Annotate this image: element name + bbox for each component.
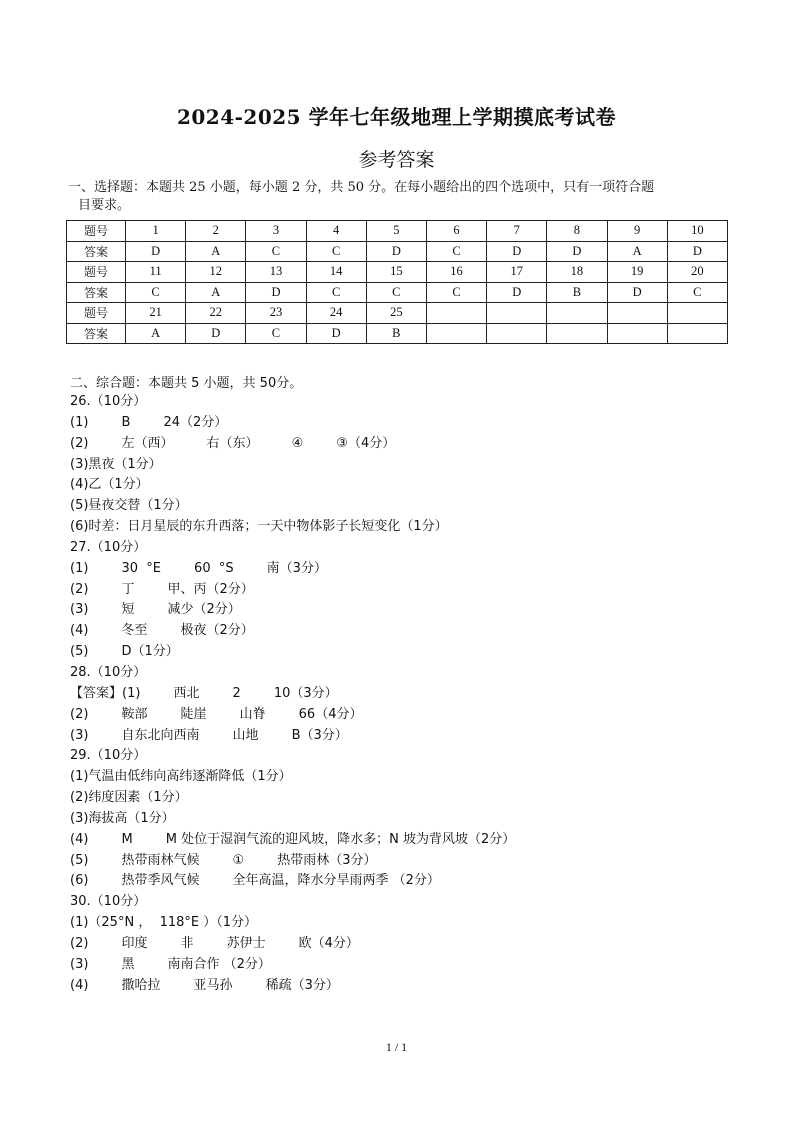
answer-line: (3) 自东北向西南 山地 B（3分）: [70, 727, 348, 743]
question-number-cell: 4: [306, 221, 366, 242]
answer-row: [67, 323, 728, 344]
answer-line: (5) 热带雨林气候 ① 热带雨林（3分）: [70, 852, 377, 868]
row-label-answer: 答案: [67, 282, 126, 303]
question-number-cell: 23: [246, 303, 306, 324]
answer-cell: D: [487, 241, 547, 262]
row-label-question: 题号: [67, 303, 126, 324]
answer-cell: C: [366, 282, 426, 303]
answer-line: (2) 丁 甲、丙（2分）: [70, 581, 254, 597]
answer-line: (1) 30 °E 60 °S 南（3分）: [70, 560, 327, 576]
section1-intro: [68, 179, 738, 215]
answer-cell: C: [246, 323, 306, 344]
answer-cell: D: [366, 241, 426, 262]
question-number-cell: 5: [366, 221, 426, 242]
answer-row: [67, 241, 728, 262]
question-number-cell: 17: [487, 262, 547, 283]
question-number-cell: 13: [246, 262, 306, 283]
answer-cell: [607, 323, 667, 344]
row-label-answer: 答案: [67, 323, 126, 344]
answer-line: (6)时差：日月星辰的东升西落；一天中物体影子长短变化（1分）: [70, 519, 448, 535]
answer-line: 26.（10分）: [70, 394, 147, 409]
intro-line-2: 目要求。: [78, 198, 131, 213]
answer-cell: C: [306, 282, 366, 303]
question-row: [67, 262, 728, 283]
question-number-cell: 24: [306, 303, 366, 324]
question-number-cell: 6: [426, 221, 486, 242]
answer-line: (2) 鞍部 陡崖 山脊 66（4分）: [70, 706, 363, 722]
answer-line: (3) 黑 南南合作 （2分）: [70, 956, 271, 972]
answer-cell: [426, 323, 486, 344]
answer-line: 【答案】(1) 西北 2 10（3分）: [70, 685, 338, 701]
question-number-cell: [607, 303, 667, 324]
answer-cell: [547, 323, 607, 344]
row-label-question: 题号: [67, 262, 126, 283]
question-number-cell: 12: [186, 262, 246, 283]
answer-line: 27.（10分）: [70, 539, 147, 555]
question-number-cell: 7: [487, 221, 547, 242]
question-number-cell: [487, 303, 547, 324]
answer-cell: A: [126, 323, 186, 344]
answer-line: (1) B 24（2分）: [70, 414, 228, 430]
answer-cell: D: [667, 241, 727, 262]
answer-cell: A: [607, 241, 667, 262]
answer-cell: D: [186, 323, 246, 344]
question-number-cell: 25: [366, 303, 426, 324]
answer-line: (4)乙（1分）: [70, 477, 149, 493]
page-subtitle: 参考答案: [358, 149, 435, 171]
answer-cell: D: [126, 241, 186, 262]
answer-line: (2) 左（西） 右（东） ④ ③（4分）: [70, 435, 396, 451]
answer-line: (3) 短 减少（2分）: [70, 602, 241, 618]
answer-line: (4) 冬至 极夜（2分）: [70, 623, 254, 639]
row-label-question: 题号: [67, 221, 126, 242]
answer-cell: C: [306, 241, 366, 262]
answer-line: (3)海拔高（1分）: [70, 810, 175, 826]
question-number-cell: 18: [547, 262, 607, 283]
answer-cell: B: [547, 282, 607, 303]
intro-line-1: 一、选择题：本题共 25 小题，每小题 2 分，共 50 分。在每小题给出的四个选项中，只有一项符合题: [68, 180, 655, 195]
answer-line: (5) D（1分）: [70, 644, 179, 660]
page-title: 2024-2025 学年七年级地理上学期摸底考试卷: [176, 105, 617, 129]
question-number-cell: 2: [186, 221, 246, 242]
answer-cell: C: [426, 241, 486, 262]
question-number-cell: 22: [186, 303, 246, 324]
question-number-cell: 9: [607, 221, 667, 242]
question-number-cell: 20: [667, 262, 727, 283]
question-number-cell: 10: [667, 221, 727, 242]
answer-cell: D: [547, 241, 607, 262]
question-row: [67, 221, 728, 242]
question-number-cell: 16: [426, 262, 486, 283]
answer-cell: B: [366, 323, 426, 344]
answer-cell: C: [667, 282, 727, 303]
answer-line: (3)黑夜（1分）: [70, 456, 162, 472]
answer-cell: C: [246, 241, 306, 262]
question-number-cell: [426, 303, 486, 324]
answer-line: (4) M M 处位于湿润气流的迎风坡，降水多；N 坡为背风坡（2分）: [70, 831, 516, 847]
answer-line: (1)（25°N ， 118°E ）（1分）: [70, 915, 258, 931]
answer-line: (1)气温由低纬向高纬逐渐降低（1分）: [70, 769, 292, 785]
question-number-cell: [547, 303, 607, 324]
question-row: [67, 303, 728, 324]
answer-cell: A: [186, 282, 246, 303]
question-number-cell: 21: [126, 303, 186, 324]
question-number-cell: 8: [547, 221, 607, 242]
answer-cell: C: [426, 282, 486, 303]
answer-cell: A: [186, 241, 246, 262]
answer-line: (2) 印度 非 苏伊士 欧（4分）: [70, 935, 359, 951]
answer-line: 28.（10分）: [70, 664, 147, 680]
question-number-cell: 3: [246, 221, 306, 242]
answer-cell: [487, 323, 547, 344]
answer-cell: C: [126, 282, 186, 303]
answers-body: [70, 392, 750, 996]
answer-line: (5)昼夜交替（1分）: [70, 498, 188, 514]
question-number-cell: [667, 303, 727, 324]
answer-cell: [667, 323, 727, 344]
answer-line: (2)纬度因素（1分）: [70, 790, 188, 806]
question-number-cell: 14: [306, 262, 366, 283]
answer-row: [67, 282, 728, 303]
section2-heading: 二、综合题：本题共 5 小题，共 50分。: [70, 376, 303, 391]
answer-line: (4) 撒哈拉 亚马孙 稀疏（3分）: [70, 977, 339, 993]
question-number-cell: 19: [607, 262, 667, 283]
answer-line: 29.（10分）: [70, 748, 147, 764]
question-number-cell: 11: [126, 262, 186, 283]
answer-line: 30.（10分）: [70, 894, 147, 910]
answer-table: [66, 220, 728, 344]
answer-cell: D: [487, 282, 547, 303]
row-label-answer: 答案: [67, 241, 126, 262]
answer-cell: D: [607, 282, 667, 303]
question-number-cell: 1: [126, 221, 186, 242]
answer-line: (6) 热带季风气候 全年高温，降水分旱雨两季 （2分）: [70, 873, 440, 889]
answer-cell: D: [246, 282, 306, 303]
question-number-cell: 15: [366, 262, 426, 283]
answer-cell: D: [306, 323, 366, 344]
page-number: 1 / 1: [385, 1040, 408, 1054]
